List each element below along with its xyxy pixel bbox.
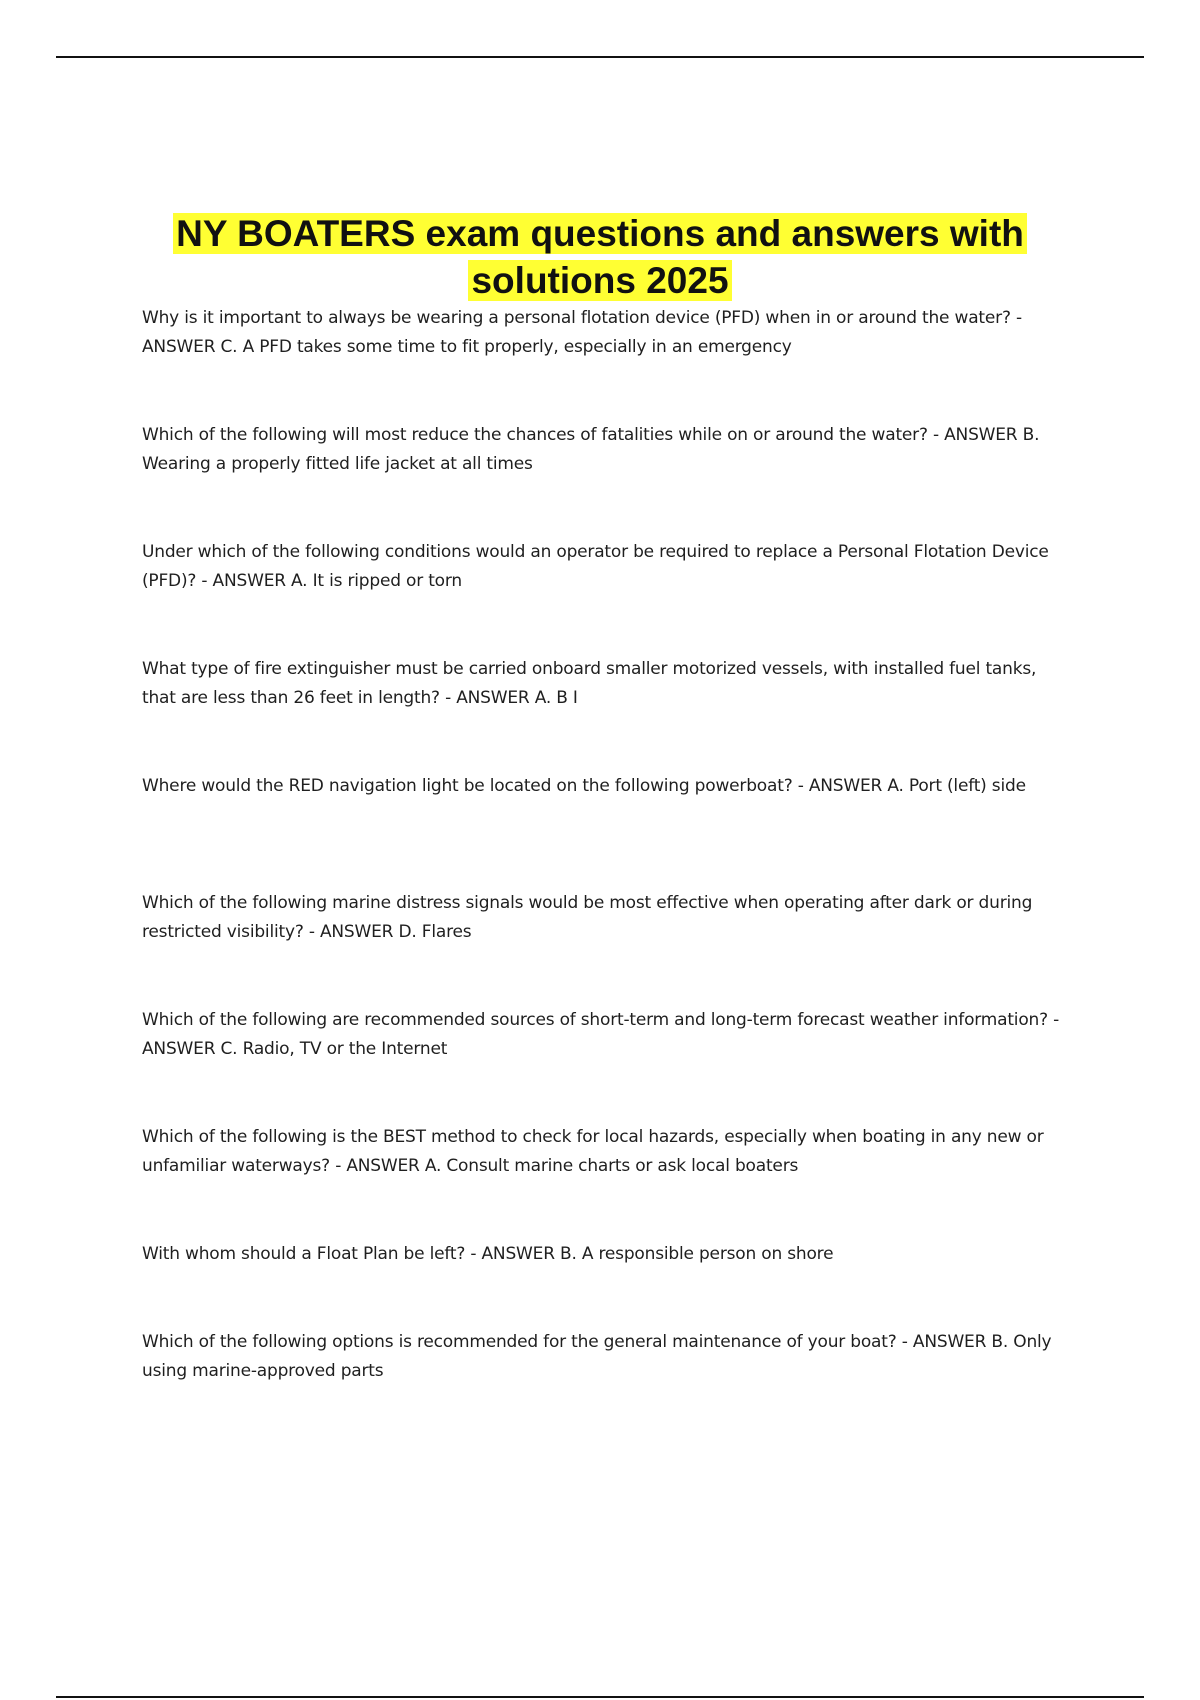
qa-item-1: Why is it important to always be wearing a personal flotation device (PFD) when in or around the water? - ANSWER C. A PFD takes some time to fit properly, especially in an emergency	[142, 308, 1022, 357]
top-rule	[56, 56, 1144, 58]
qa-item-6: Which of the following marine distress signals would be most effective when operating after dark or during restricted visibility? - ANSWER D. Flares	[142, 893, 1033, 942]
qa-item-9: With whom should a Float Plan be left? - ANSWER B. A responsible person on shore	[142, 1244, 834, 1264]
document-title	[100, 210, 1100, 304]
qa-item-4: What type of fire extinguisher must be carried onboard smaller motorized vessels, with installed fuel tanks, that are less than 26 feet in length? - ANSWER A. B I	[142, 659, 1037, 708]
qa-item-10: Which of the following options is recommended for the general maintenance of your boat? - ANSWER B. Only using marine-approved parts	[142, 1332, 1052, 1381]
qa-item-5: Where would the RED navigation light be located on the following powerboat? - ANSWER A. Port (left) side	[142, 776, 1026, 796]
title-line-2: solutions 2025	[468, 260, 731, 301]
qa-item-2: Which of the following will most reduce the chances of fatalities while on or around the water? - ANSWER B. Wearing a properly fitted life jacket at all times	[142, 425, 1040, 474]
qa-item-7: Which of the following are recommended sources of short-term and long-term forecast weather information? - ANSWER C. Radio, TV or the Internet	[142, 1010, 1060, 1059]
qa-item-3: Under which of the following conditions would an operator be required to replace a Personal Flotation Device (PFD)? - ANSWER A. It is ripped or torn	[142, 542, 1049, 591]
title-line-1: NY BOATERS exam questions and answers with	[173, 213, 1027, 254]
qa-item-8: Which of the following is the BEST method to check for local hazards, especially when boating in any new or unfamiliar waterways? - ANSWER A. Consult marine charts or ask local boaters	[142, 1127, 1044, 1176]
bottom-rule	[56, 1696, 1144, 1698]
